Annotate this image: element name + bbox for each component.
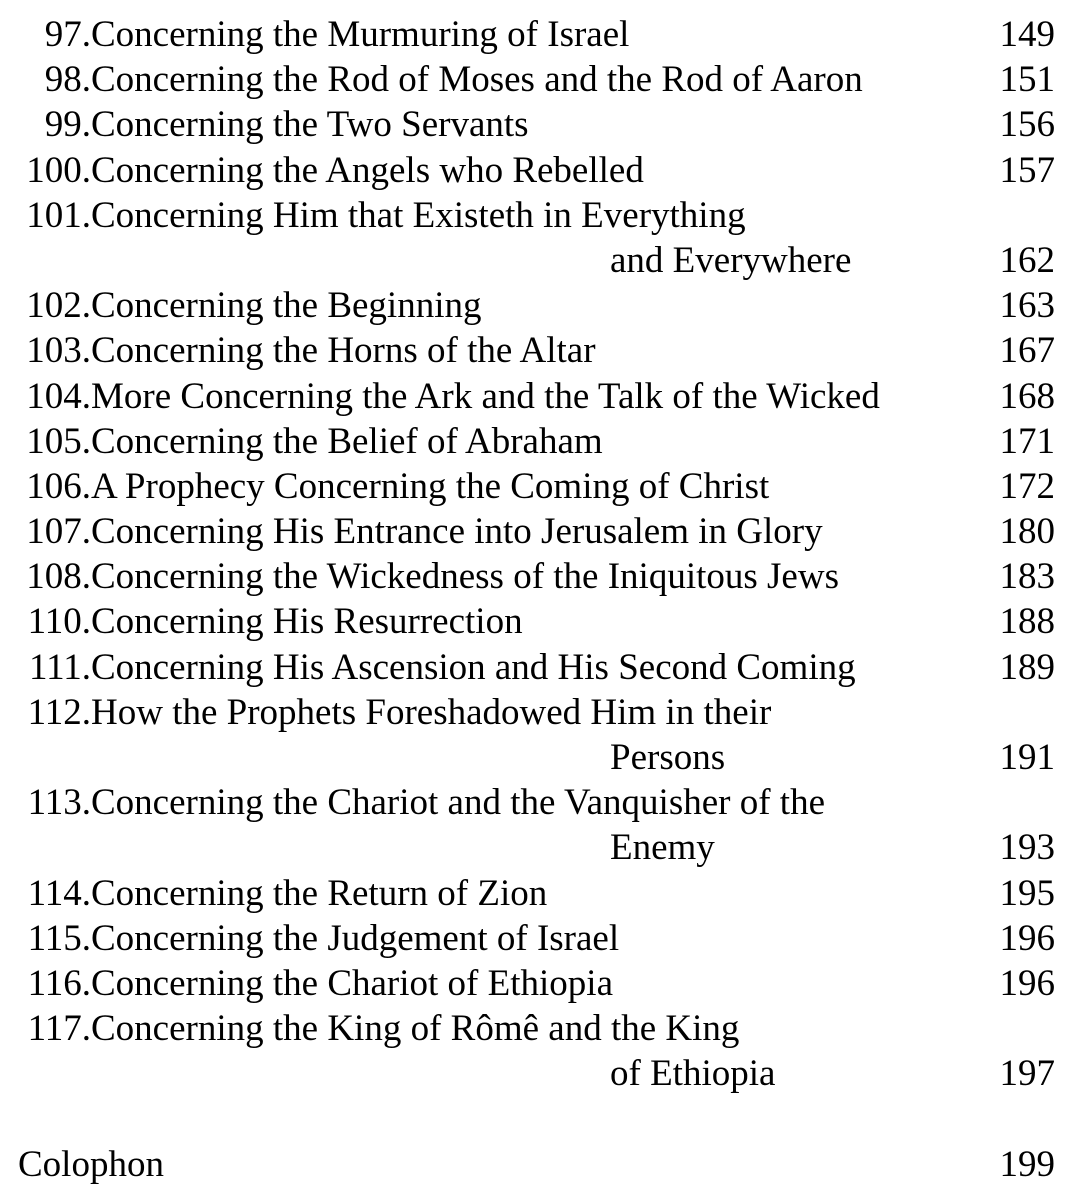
entry-number: 99. — [44, 104, 91, 146]
toc-entry — [0, 419, 1084, 464]
toc-entry — [0, 1006, 1084, 1051]
entry-page: 163 — [999, 285, 1055, 327]
toc-entry — [0, 690, 1084, 735]
toc-entry — [0, 554, 1084, 599]
entry-page: 149 — [999, 14, 1055, 55]
entry-page: 180 — [999, 511, 1055, 553]
toc-entry — [0, 599, 1084, 644]
toc-entry — [0, 374, 1084, 419]
entry-number: 101. — [26, 194, 91, 236]
entry-page: 188 — [999, 601, 1055, 643]
entry-number: 97. — [44, 14, 91, 55]
entry-number: 107. — [26, 511, 91, 553]
entry-title-continuation: of Ethiopia — [610, 1053, 776, 1095]
entry-title: Concerning the Chariot of Ethiopia — [91, 962, 613, 1004]
toc-entry — [0, 464, 1084, 509]
entry-number: 117. — [27, 1008, 91, 1050]
entry-page: 156 — [999, 104, 1055, 146]
toc-entry — [0, 645, 1084, 690]
toc-entry — [0, 12, 1084, 57]
entry-number: 108. — [26, 556, 91, 598]
spacer — [0, 1097, 1084, 1142]
toc-entry-continuation — [0, 735, 1084, 780]
colophon-page: 199 — [999, 1143, 1055, 1185]
toc-entry — [0, 780, 1084, 825]
toc-entry — [0, 57, 1084, 102]
entry-title: Concerning the Beginning — [91, 285, 482, 327]
entry-number: 103. — [26, 330, 91, 372]
entry-number: 114. — [27, 872, 91, 914]
entry-number: 98. — [44, 59, 91, 101]
toc-entry — [0, 283, 1084, 328]
entry-page: 151 — [999, 59, 1055, 101]
entry-page: 157 — [999, 149, 1055, 191]
entry-number: 112. — [27, 691, 91, 733]
entry-title: Concerning the Two Servants — [91, 104, 529, 146]
entry-number: 106. — [26, 465, 91, 507]
toc-entry — [0, 328, 1084, 373]
entry-page: 191 — [999, 737, 1055, 778]
entry-page: 171 — [999, 420, 1055, 462]
entry-title: Concerning His Entrance into Jerusalem in Glory — [91, 511, 823, 553]
entry-page: 196 — [999, 962, 1055, 1004]
entry-page: 193 — [999, 827, 1055, 869]
entry-page: 189 — [999, 646, 1055, 688]
entry-number: 111. — [28, 646, 91, 688]
entry-title: Concerning His Resurrection — [91, 601, 523, 643]
toc-entry-colophon — [0, 1142, 1084, 1187]
entry-title: Concerning the Rod of Moses and the Rod of Aaron — [91, 59, 863, 101]
entry-title: Concerning the Wickedness of the Iniquitous Jews — [91, 556, 839, 598]
entry-title-continuation: Persons — [610, 737, 726, 778]
toc-entry — [0, 509, 1084, 554]
toc-entry — [0, 916, 1084, 961]
colophon-title: Colophon — [18, 1143, 164, 1185]
entry-title-continuation: and Everywhere — [610, 239, 852, 281]
entry-title: Concerning the Angels who Rebelled — [91, 149, 644, 191]
entry-number: 102. — [26, 285, 91, 327]
entry-page: 167 — [999, 330, 1055, 372]
entry-title-continuation: Enemy — [610, 827, 715, 869]
toc-entry-continuation — [0, 238, 1084, 283]
toc-entry-continuation — [0, 1051, 1084, 1096]
toc-entry-continuation — [0, 825, 1084, 870]
entry-title: Concerning the Chariot and the Vanquisher of the — [91, 782, 826, 824]
entry-title: Concerning the Belief of Abraham — [91, 420, 603, 462]
entry-page: 196 — [999, 917, 1055, 959]
toc-entry — [0, 148, 1084, 193]
entry-number: 100. — [26, 149, 91, 191]
entry-title: Concerning the Murmuring of Israel — [91, 14, 630, 55]
entry-number: 116. — [27, 962, 91, 1004]
entry-number: 113. — [27, 782, 91, 824]
entry-page: 172 — [999, 465, 1055, 507]
entry-title: Concerning His Ascension and His Second Coming — [91, 646, 856, 688]
entry-number: 104. — [26, 375, 91, 417]
toc-entry — [0, 871, 1084, 916]
entry-number: 110. — [27, 601, 91, 643]
entry-title: Concerning Him that Existeth in Everything — [91, 194, 746, 236]
toc-entry — [0, 102, 1084, 147]
entry-page: 183 — [999, 556, 1055, 598]
entry-title: Concerning the Judgement of Israel — [91, 917, 620, 959]
entry-page: 195 — [999, 872, 1055, 914]
entry-number: 115. — [27, 917, 91, 959]
entry-title: More Concerning the Ark and the Talk of the Wicked — [91, 375, 880, 417]
entry-title: Concerning the Horns of the Altar — [91, 330, 596, 372]
toc-entry — [0, 961, 1084, 1006]
entry-page: 162 — [999, 239, 1055, 281]
entry-title: A Prophecy Concerning the Coming of Christ — [91, 465, 770, 507]
entry-title: Concerning the King of Rômê and the King — [91, 1008, 740, 1050]
toc-entry — [0, 193, 1084, 238]
entry-page: 168 — [999, 375, 1055, 417]
entry-number: 105. — [26, 420, 91, 462]
entry-title: How the Prophets Foreshadowed Him in their — [91, 691, 772, 733]
table-of-contents — [0, 12, 1084, 1187]
entry-page: 197 — [999, 1053, 1055, 1095]
entry-title: Concerning the Return of Zion — [91, 872, 548, 914]
